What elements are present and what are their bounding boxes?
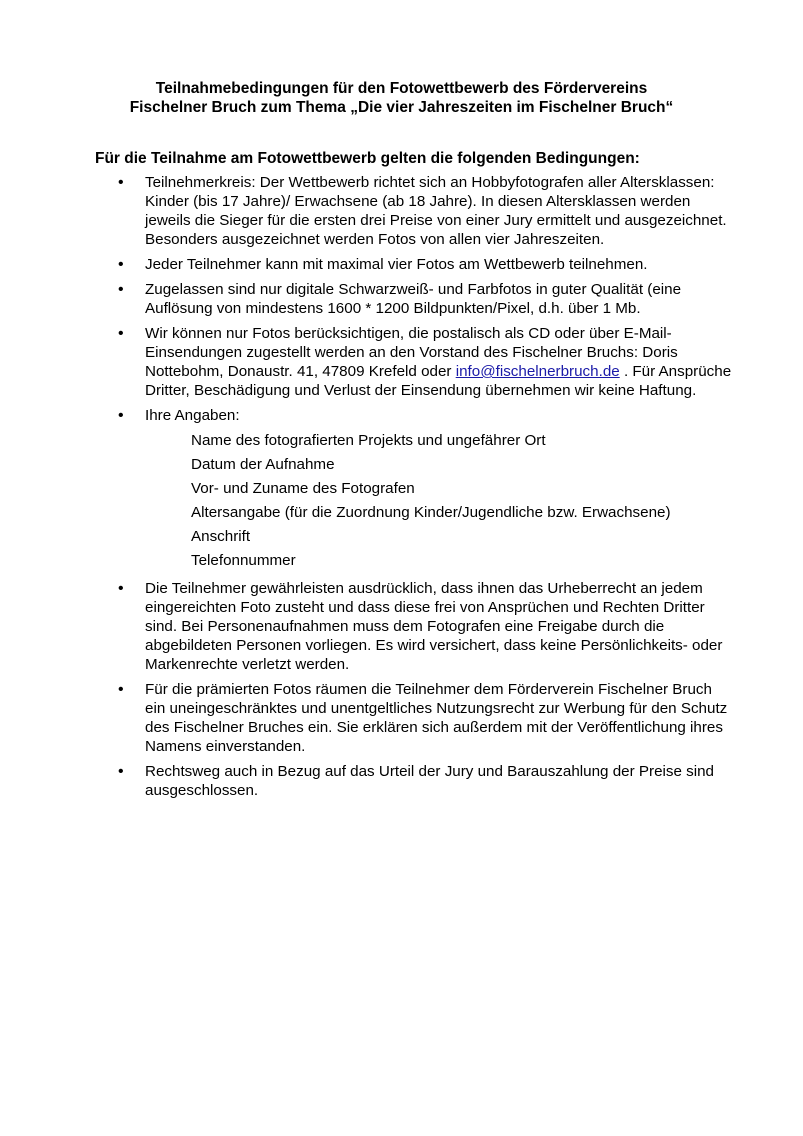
bullet-icon: • — [118, 681, 124, 698]
email-link[interactable]: info@fischelnerbruch.de — [455, 363, 620, 380]
bullet-icon: • — [118, 580, 124, 597]
list-item-text: Die Teilnehmer gewährleisten ausdrücklich, dass ihnen das Urheberrecht an jedem eingereichten Foto zusteht und dass diese frei von Ansprüchen und Rechten Dritter sind. Bei Personenaufnahmen muss dem Fotografen eine Freigabe durch die abgebildeten Personen vorliegen. Es wird versichert, dass keine Persönlichkeits- oder Markenrechte verletzt werden. — [145, 580, 723, 673]
bullet-icon: • — [118, 407, 124, 424]
list-item-copyright — [0, 579, 735, 674]
list-item-text: Jeder Teilnehmer kann mit maximal vier Fotos am Wettbewerb teilnehmen. — [145, 256, 648, 273]
title-line-1: Teilnahmebedingungen für den Fotowettbewerb des Fördervereins — [155, 80, 648, 97]
list-item-text: Ihre Angaben: — [145, 407, 240, 424]
list-item-text: Für die prämierten Fotos räumen die Teilnehmer dem Förderverein Fischelner Bruch ein uneingeschränktes und unentgeltliches Nutzungsrecht zur Werbung für den Schutz des Fischelner Bruches ein. Sie erklären sich außerdem mit der Veröffentlichung ihres Namens einverstanden. — [145, 681, 728, 755]
conditions-list — [0, 173, 803, 806]
bullet-icon: • — [118, 256, 124, 273]
title-line-2: Fischelner Bruch zum Thema „Die vier Jahreszeiten im Fischelner Bruch“ — [129, 99, 674, 116]
submission-text-after: . Für Ansprüche Dritter, Beschädigung und Verlust der Einsendung übernehmen wir keine Haftung. — [145, 363, 732, 399]
list-item-text — [145, 324, 735, 400]
bullet-icon: • — [118, 174, 124, 191]
list-item-participants — [0, 173, 735, 249]
sublist-item: Telefonnummer — [191, 552, 296, 569]
list-item-text: Zugelassen sind nur digitale Schwarzweiß- und Farbfotos in guter Qualität (eine Auflösung von mindestens 1600 * 1200 Bildpunkten/Pixel, d.h. über 1 Mb. — [145, 281, 682, 317]
bullet-icon: • — [118, 281, 124, 298]
document-title — [0, 79, 803, 117]
list-item-usage-rights — [0, 680, 735, 756]
sublist-item: Vor- und Zuname des Fotografen — [191, 480, 415, 497]
details-sublist — [145, 429, 735, 573]
list-item-details — [0, 406, 735, 573]
sublist-item: Altersangabe (für die Zuordnung Kinder/Jugendliche bzw. Erwachsene) — [191, 504, 671, 521]
bullet-icon: • — [118, 763, 124, 780]
sublist-item: Anschrift — [191, 528, 251, 545]
bullet-icon: • — [118, 325, 124, 342]
list-item-photo-quality — [0, 280, 735, 318]
submission-text-before: Wir können nur Fotos berücksichtigen, die postalisch als CD oder über E-Mail-Einsendungen zugestellt werden an den Vorstand des Fischelner Bruchs: Doris Nottebohm, Donaustr. 41, 47809 Krefeld oder — [145, 325, 678, 380]
list-item-text: Teilnehmerkreis: Der Wettbewerb richtet sich an Hobbyfotografen aller Altersklassen: Kinder (bis 17 Jahre)/ Erwachsene (ab 18 Jahre). In diesen Altersklassen werden jeweils die Sieger für die ersten drei Preise von einer Jury ermittelt und ausgezeichnet. Besonders ausgezeichnet werden Fotos von allen vier Jahreszeiten. — [145, 174, 727, 248]
sublist-item: Datum der Aufnahme — [191, 456, 335, 473]
sublist-item: Name des fotografierten Projekts und ungefährer Ort — [191, 432, 546, 449]
intro-heading: Für die Teilnahme am Fotowettbewerb gelten die folgenden Bedingungen: — [95, 150, 640, 167]
list-item-max-photos — [0, 255, 735, 274]
list-item-text: Rechtsweg auch in Bezug auf das Urteil der Jury und Barauszahlung der Preise sind ausgeschlossen. — [145, 763, 715, 799]
list-item-legal — [0, 762, 735, 800]
list-item-submission — [0, 324, 735, 400]
